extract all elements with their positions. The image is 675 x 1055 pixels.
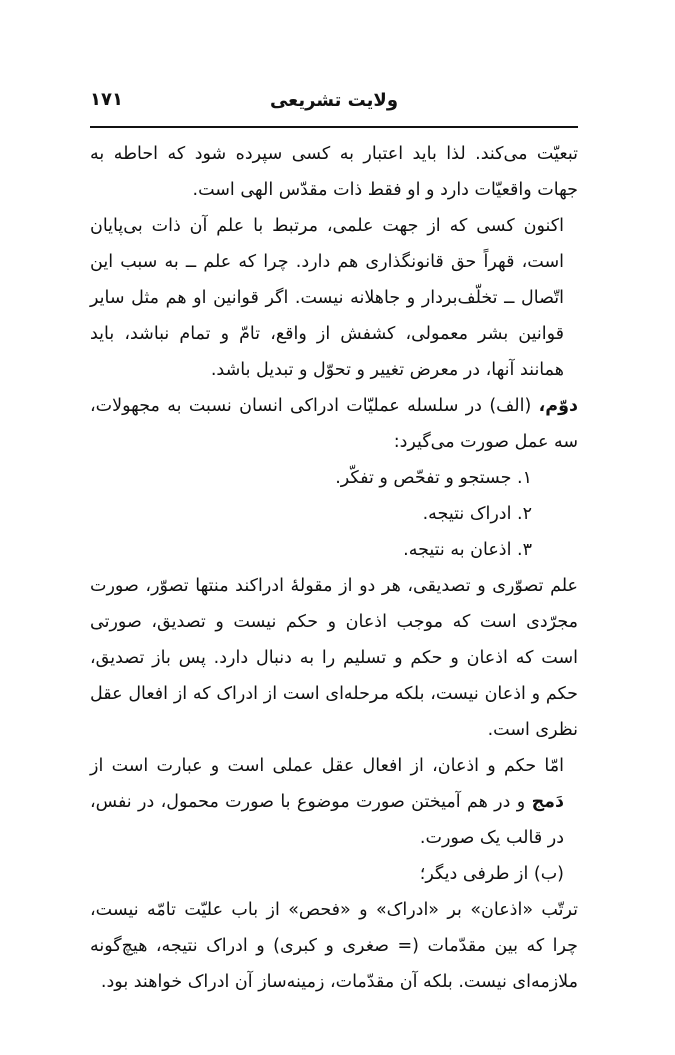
paragraph-5-pre: امّا حکم و اذعان، از افعال عقل عملی است و عبارت است از (90, 756, 564, 776)
paragraph-4: علم تصوّری و تصدیقی، هر دو از مقولهٔ ادراکند منتها تصوّر، صورت مجرّدی است که موجب اذعان و حکم نیست و تصدیق، صورتی است که اذعان و حکم و تسلیم را به دنبال دارد. پس باز تصدیق، حکم و اذعان نیست، بلکه مرحله‌ای است از ادراک که از افعال عقل نظری است. (90, 576, 578, 740)
running-header (90, 86, 578, 128)
paragraph-5-post: و در هم آمیختن صورت موضوع با صورت محمول، در نفس، در قالب یک صورت. (90, 792, 564, 848)
paragraph-3 (90, 388, 578, 460)
paragraph-3-lead: دوّم، (538, 396, 578, 416)
list-item: ۳. اذعان به نتیجه. (403, 540, 532, 560)
list-item: ۱. جستجو و تفحّص و تفکّر. (335, 468, 532, 488)
body-text (90, 136, 578, 1000)
paragraph-6: (ب) از طرفی دیگر؛ (419, 864, 564, 884)
page-title: ولایت تشریعی (269, 90, 399, 111)
paragraph-2: اکنون کسی که از جهت علمی، مرتبط با علم آن ذات بی‌پایان است، قهراً حق قانونگذاری هم دارد. چرا که علم ــ به سبب این اتّصال ــ تخلّف‌بردار و جاهلانه نیست. اگر قوانین او هم مثل سایر قوانین بشر معمولی، کشفش از واقع، تامّ و تمام نباشد، باید همانند آنها، در معرض تغییر و تحوّل و تبدیل باشد. (90, 216, 564, 380)
paragraph-1: تبعیّت می‌کند. لذا باید اعتبار به کسی سپرده شود که احاطه به جهات واقعیّات دارد و او فقط ذات مقدّس الهی است. (90, 144, 578, 200)
page-number: ۱۷۱ (90, 89, 123, 110)
paragraph-5-bold: دَمج (531, 792, 564, 812)
paragraph-5 (90, 748, 578, 856)
paragraph-7: ترتّب «اذعان» بر «ادراک» و «فحص» از باب علیّت تامّه نیست، چرا که بین مقدّمات (= صغری و کبری) و ادراک نتیجه، هیچ‌گونه ملازمه‌ای نیست. بلکه آن مقدّمات، زمینه‌ساز آن ادراک خواهند بود. (90, 900, 578, 992)
paragraph-3-rest: (الف) در سلسله عملیّات ادراکی انسان نسبت به مجهولات، سه عمل صورت می‌گیرد: (90, 396, 578, 452)
list-item: ۲. ادراک نتیجه. (422, 504, 532, 524)
